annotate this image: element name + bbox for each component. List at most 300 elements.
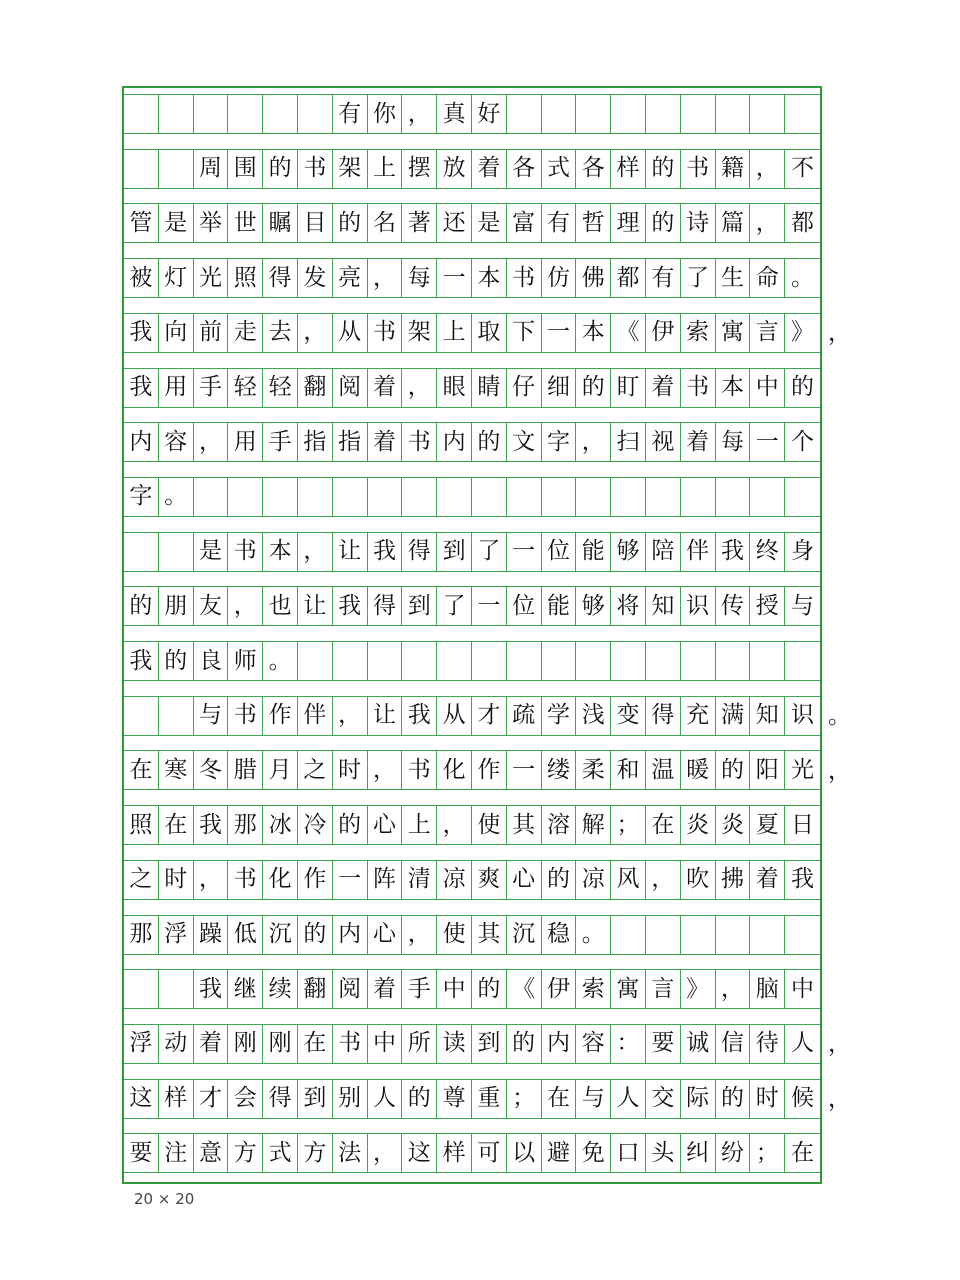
grid-cell: 轻 <box>228 369 263 407</box>
grid-cell: 书 <box>681 369 716 407</box>
grid-cell: 着 <box>681 423 716 461</box>
grid-cell: 照 <box>124 806 159 844</box>
grid-cell: 着 <box>368 423 403 461</box>
grid-cell: 用 <box>228 423 263 461</box>
grid-cell <box>228 478 263 516</box>
grid-cell: ， <box>368 259 403 297</box>
grid-cell <box>785 478 820 516</box>
grid-cell: 名 <box>368 204 403 242</box>
grid-cell: 浅 <box>576 697 611 735</box>
grid-cell: 的 <box>298 916 333 954</box>
grid-cell: 的 <box>263 150 298 188</box>
grid-cell: ， <box>750 150 785 188</box>
grid-cell: 风 <box>611 861 646 899</box>
grid-row <box>124 641 820 681</box>
grid-cell <box>194 478 229 516</box>
grid-cell: 有 <box>646 259 681 297</box>
grid-cell: 能 <box>576 533 611 571</box>
grid-cell: 样 <box>159 1080 194 1118</box>
grid-cell: 续 <box>263 970 298 1008</box>
grid-cell: 向 <box>159 314 194 352</box>
grid-cell: 尊 <box>437 1080 472 1118</box>
grid-cell: 寒 <box>159 751 194 789</box>
grid-cell: 够 <box>611 533 646 571</box>
grid-cell: 头 <box>646 1134 681 1172</box>
grid-cell <box>646 642 681 680</box>
grid-cell: 书 <box>333 1025 368 1063</box>
grid-cell: 知 <box>646 587 681 625</box>
grid-cell: 了 <box>437 587 472 625</box>
grid-cell: 放 <box>437 150 472 188</box>
grid-cell: 的 <box>716 1080 751 1118</box>
grid-cell <box>228 95 263 133</box>
grid-cell: 寓 <box>611 970 646 1008</box>
grid-cell: 着 <box>750 861 785 899</box>
grid-cell: 日 <box>791 811 815 838</box>
grid-cell <box>611 642 646 680</box>
grid-cell: 伴 <box>681 533 716 571</box>
grid-cell: 能 <box>542 587 577 625</box>
grid-cell: 式 <box>542 150 577 188</box>
grid-cell: 各 <box>507 150 542 188</box>
grid-cell: 拂 <box>716 861 751 899</box>
grid-cell: 意 <box>194 1134 229 1172</box>
grid-cell: 去 <box>263 314 298 352</box>
grid-cell <box>333 642 368 680</box>
grid-cell: ， <box>576 423 611 461</box>
grid-cell: 避 <box>542 1134 577 1172</box>
grid-cell: 个 <box>791 428 815 455</box>
grid-cell: 到 <box>402 587 437 625</box>
grid-cell: 识 <box>791 702 815 729</box>
grid-cell <box>402 642 437 680</box>
grid-cell: 。 <box>576 916 611 954</box>
grid-cell: 使 <box>472 806 507 844</box>
grid-cell: 指 <box>298 423 333 461</box>
grid-cell <box>716 95 751 133</box>
grid-cell: 了 <box>472 533 507 571</box>
grid-cell: 佛 <box>576 259 611 297</box>
grid-cell: 手 <box>194 369 229 407</box>
grid-cell: 月 <box>263 751 298 789</box>
grid-cell: 得 <box>263 259 298 297</box>
grid-cell: ， <box>402 916 437 954</box>
grid-cell: ， <box>298 533 333 571</box>
grid-cell: 师 <box>228 642 263 680</box>
grid-cell: 书 <box>507 259 542 297</box>
grid-cell: ， <box>228 587 263 625</box>
grid-cell: 阳 <box>750 751 785 789</box>
grid-cell: 与 <box>791 592 815 619</box>
grid-cell: 在 <box>791 1139 815 1166</box>
grid-cell: 瞩 <box>263 204 298 242</box>
grid-cell: 稳 <box>542 916 577 954</box>
grid-cell: 仿 <box>542 259 577 297</box>
grid-row <box>124 477 820 517</box>
grid-cell: 眼 <box>437 369 472 407</box>
grid-cell: 著 <box>402 204 437 242</box>
grid-cell: 我 <box>368 533 403 571</box>
grid-cell: 沉 <box>263 916 298 954</box>
grid-row <box>124 258 820 298</box>
grid-cell: 你 <box>368 95 403 133</box>
grid-cell <box>437 478 472 516</box>
grid-cell: 位 <box>542 533 577 571</box>
grid-cell: 我 <box>124 369 159 407</box>
grid-cell: 人 <box>611 1080 646 1118</box>
grid-cell: 知 <box>750 697 785 735</box>
grid-cell: ， <box>298 314 333 352</box>
grid-cell: 要 <box>124 1134 159 1172</box>
grid-cell: 是 <box>472 204 507 242</box>
grid-cell: 动 <box>159 1025 194 1063</box>
grid-cell: 真 <box>437 95 472 133</box>
grid-cell: ， <box>194 423 229 461</box>
grid-cell: 在 <box>124 751 159 789</box>
grid-cell: 走 <box>228 314 263 352</box>
grid-cell: 时 <box>159 861 194 899</box>
grid-cell <box>611 95 646 133</box>
grid-cell: 的 <box>159 642 194 680</box>
grid-cell: 才 <box>472 697 507 735</box>
grid-cell <box>437 642 472 680</box>
grid-cell: 在 <box>542 1080 577 1118</box>
grid-cell <box>611 478 646 516</box>
grid-cell: 阵 <box>368 861 403 899</box>
grid-cell: 我 <box>791 866 815 893</box>
grid-cell: 会 <box>228 1080 263 1118</box>
grid-cell: 翻 <box>298 970 333 1008</box>
grid-cell: 终 <box>750 533 785 571</box>
grid-cell: 暖 <box>681 751 716 789</box>
grid-cell: 书 <box>228 533 263 571</box>
grid-cell: 与 <box>194 697 229 735</box>
grid-cell: 炎 <box>681 806 716 844</box>
grid-cell <box>716 916 751 954</box>
grid-cell: 心 <box>507 861 542 899</box>
grid-cell: 我 <box>333 587 368 625</box>
grid-cell <box>681 478 716 516</box>
grid-cell: 从 <box>437 697 472 735</box>
grid-cell: 法 <box>333 1134 368 1172</box>
grid-cell <box>159 970 194 1008</box>
grid-cell: 在 <box>298 1025 333 1063</box>
grid-cell: 架 <box>333 150 368 188</box>
grid-cell: ， <box>716 970 751 1008</box>
grid-cell <box>333 478 368 516</box>
grid-cell: 每 <box>402 259 437 297</box>
grid-cell: 冰 <box>263 806 298 844</box>
grid-cell: 其 <box>507 806 542 844</box>
grid-cell: 上 <box>402 806 437 844</box>
grid-cell: 浮 <box>159 916 194 954</box>
grid-cell: 之 <box>124 861 159 899</box>
grid-row <box>124 313 820 353</box>
grid-cell: 识 <box>681 587 716 625</box>
grid-cell: 待 <box>750 1025 785 1063</box>
grid-row <box>124 368 820 408</box>
grid-cell: 身 <box>791 538 815 565</box>
grid-cell: 着 <box>646 369 681 407</box>
grid-cell: 我 <box>124 642 159 680</box>
grid-cell: 本 <box>716 369 751 407</box>
grid-cell: 心 <box>368 916 403 954</box>
grid-cell: 富 <box>507 204 542 242</box>
grid-cell: 目 <box>298 204 333 242</box>
grid-cell: 我 <box>124 314 159 352</box>
grid-cell: 的 <box>333 806 368 844</box>
grid-cell <box>750 916 785 954</box>
grid-cell: 仔 <box>507 369 542 407</box>
grid-cell: 好 <box>472 95 507 133</box>
grid-cell: 容 <box>159 423 194 461</box>
grid-cell: 到 <box>298 1080 333 1118</box>
grid-cell: 亮 <box>333 259 368 297</box>
grid-cell: 凉 <box>576 861 611 899</box>
grid-cell: 腊 <box>228 751 263 789</box>
grid-cell: 是 <box>159 204 194 242</box>
grid-cell: 传 <box>716 587 751 625</box>
grid-cell <box>681 95 716 133</box>
grid-cell: 之 <box>298 751 333 789</box>
grid-cell: 读 <box>437 1025 472 1063</box>
grid-cell: 让 <box>368 697 403 735</box>
grid-cell <box>368 478 403 516</box>
grid-cell: 时 <box>333 751 368 789</box>
grid-cell: 轻 <box>263 369 298 407</box>
grid-cell <box>263 95 298 133</box>
grid-cell: 和 <box>611 751 646 789</box>
grid-cell: 重 <box>472 1080 507 1118</box>
grid-row <box>124 969 820 1009</box>
grid-cell: 摆 <box>402 150 437 188</box>
grid-cell: 注 <box>159 1134 194 1172</box>
grid-cell: 以 <box>507 1134 542 1172</box>
grid-cell <box>124 533 159 571</box>
grid-cell: 籍 <box>716 150 751 188</box>
grid-cell: 一 <box>750 423 785 461</box>
grid-cell: 化 <box>263 861 298 899</box>
grid-cell: 方 <box>228 1134 263 1172</box>
grid-cell <box>159 697 194 735</box>
grid-cell: 作 <box>263 697 298 735</box>
grid-cell: 的 <box>507 1025 542 1063</box>
grid-cell <box>124 697 159 735</box>
grid-cell <box>402 478 437 516</box>
grid-row <box>124 586 820 626</box>
grid-cell: 从 <box>333 314 368 352</box>
grid-cell: ， <box>368 751 403 789</box>
grid-cell <box>716 642 751 680</box>
grid-cell: 温 <box>646 751 681 789</box>
grid-cell: 将 <box>611 587 646 625</box>
grid-cell: 凉 <box>437 861 472 899</box>
grid-cell: 有 <box>333 95 368 133</box>
grid-cell: 纠 <box>681 1134 716 1172</box>
grid-cell: ； <box>507 1080 542 1118</box>
grid-cell: 盯 <box>611 369 646 407</box>
grid-cell: 寓 <box>716 314 751 352</box>
grid-cell: 时 <box>750 1080 785 1118</box>
grid-cell <box>298 478 333 516</box>
grid-cell <box>785 916 820 954</box>
grid-cell: 冷 <box>298 806 333 844</box>
grid-cell: 也 <box>263 587 298 625</box>
grid-cell: 《 <box>611 314 646 352</box>
grid-cell <box>124 95 159 133</box>
grid-row <box>124 696 820 736</box>
grid-cell: 字 <box>542 423 577 461</box>
grid-cell: ； <box>750 1134 785 1172</box>
grid-cell: 诚 <box>681 1025 716 1063</box>
grid-cell: 到 <box>472 1025 507 1063</box>
grid-cell <box>750 478 785 516</box>
grid-cell: 到 <box>437 533 472 571</box>
grid-cell: 作 <box>472 751 507 789</box>
grid-cell: 纷 <box>716 1134 751 1172</box>
grid-cell: 架 <box>402 314 437 352</box>
grid-cell: 言 <box>750 314 785 352</box>
grid-cell: 那 <box>124 916 159 954</box>
grid-cell: 世 <box>228 204 263 242</box>
grid-cell: 取 <box>472 314 507 352</box>
grid-row <box>124 422 820 462</box>
grid-cell: 。 <box>791 264 815 291</box>
grid-cell: ， <box>368 1134 403 1172</box>
grid-cell: 围 <box>228 150 263 188</box>
grid-cell: 的 <box>124 587 159 625</box>
grid-cell: 指 <box>333 423 368 461</box>
grid-cell <box>576 478 611 516</box>
grid-cell: 睛 <box>472 369 507 407</box>
grid-cell: 。 <box>159 478 194 516</box>
grid-cell <box>785 642 820 680</box>
grid-row <box>124 1024 820 1064</box>
grid-cell: 内 <box>333 916 368 954</box>
grid-cell: 一 <box>333 861 368 899</box>
grid-cell: 其 <box>472 916 507 954</box>
grid-cell: 了 <box>681 259 716 297</box>
grid-cell: 书 <box>228 861 263 899</box>
grid-cell: 。 <box>263 642 298 680</box>
grid-cell: 被 <box>124 259 159 297</box>
grid-cell: 口 <box>611 1134 646 1172</box>
grid-cell: 的 <box>576 369 611 407</box>
grid-cell: 书 <box>228 697 263 735</box>
grid-cell: 冬 <box>194 751 229 789</box>
grid-cell: 我 <box>194 970 229 1008</box>
grid-cell: 着 <box>368 970 403 1008</box>
grid-cell <box>263 478 298 516</box>
grid-cell: ， <box>402 369 437 407</box>
grid-cell: 信 <box>716 1025 751 1063</box>
grid-cell: 管 <box>124 204 159 242</box>
grid-cell: 翻 <box>298 369 333 407</box>
grid-cell: 免 <box>576 1134 611 1172</box>
grid-cell: 浮 <box>124 1025 159 1063</box>
grid-cell: 授 <box>750 587 785 625</box>
grid-cell: 中 <box>368 1025 403 1063</box>
grid-cell: 让 <box>298 587 333 625</box>
grid-cell <box>507 642 542 680</box>
grid-cell: 刚 <box>228 1025 263 1063</box>
grid-cell: 我 <box>194 806 229 844</box>
grid-row <box>124 860 820 900</box>
grid-cell: 着 <box>472 150 507 188</box>
grid-cell: 伴 <box>298 697 333 735</box>
grid-cell: 上 <box>437 314 472 352</box>
grid-cell: 友 <box>194 587 229 625</box>
grid-cell <box>542 478 577 516</box>
grid-cell <box>785 95 820 133</box>
grid-cell: 有 <box>542 204 577 242</box>
grid-cell: 够 <box>576 587 611 625</box>
grid-row <box>124 149 820 189</box>
grid-cell: 一 <box>472 587 507 625</box>
grid-cell: 这 <box>124 1080 159 1118</box>
grid-cell: ， <box>194 861 229 899</box>
grid-cell: 索 <box>576 970 611 1008</box>
grid-cell: 伊 <box>542 970 577 1008</box>
grid-cell: 满 <box>716 697 751 735</box>
grid-cell: 篇 <box>716 204 751 242</box>
grid-cell: ， <box>333 697 368 735</box>
grid-cell: 变 <box>611 697 646 735</box>
grid-cell <box>507 95 542 133</box>
grid-cell: 都 <box>611 259 646 297</box>
grid-cell: 理 <box>611 204 646 242</box>
grid-cell <box>750 95 785 133</box>
grid-cell: 才 <box>194 1080 229 1118</box>
grid-cell: 我 <box>716 533 751 571</box>
grid-cell: 那 <box>228 806 263 844</box>
grid-cell: 字 <box>124 478 159 516</box>
grid-cell: 都 <box>791 209 815 236</box>
grid-cell: 样 <box>437 1134 472 1172</box>
grid-cell: 溶 <box>542 806 577 844</box>
grid-cell: 照 <box>228 259 263 297</box>
grid-cell <box>646 916 681 954</box>
grid-size-label: 20 × 20 <box>134 1190 195 1208</box>
grid-cell: 化 <box>437 751 472 789</box>
grid-cell: 疏 <box>507 697 542 735</box>
grid-cell: 用 <box>159 369 194 407</box>
grid-row <box>124 1079 820 1119</box>
grid-cell <box>750 642 785 680</box>
grid-cell <box>124 150 159 188</box>
grid-cell: 候 <box>791 1085 815 1112</box>
grid-cell: 书 <box>402 751 437 789</box>
grid-cell: 下 <box>507 314 542 352</box>
grid-cell: 躁 <box>194 916 229 954</box>
grid-cell: 内 <box>124 423 159 461</box>
grid-cell: 这 <box>402 1134 437 1172</box>
grid-cell: 的 <box>646 150 681 188</box>
grid-cell: 样 <box>611 150 646 188</box>
grid-cell: ， <box>437 806 472 844</box>
grid-cell: 举 <box>194 204 229 242</box>
grid-cell <box>298 642 333 680</box>
grid-cell: 细 <box>542 369 577 407</box>
grid-cell: 索 <box>681 314 716 352</box>
grid-cell: 际 <box>681 1080 716 1118</box>
grid-cell <box>472 642 507 680</box>
grid-cell <box>542 642 577 680</box>
grid-cell: 手 <box>263 423 298 461</box>
grid-cell <box>716 478 751 516</box>
grid-cell: 良 <box>194 642 229 680</box>
grid-row <box>124 532 820 572</box>
